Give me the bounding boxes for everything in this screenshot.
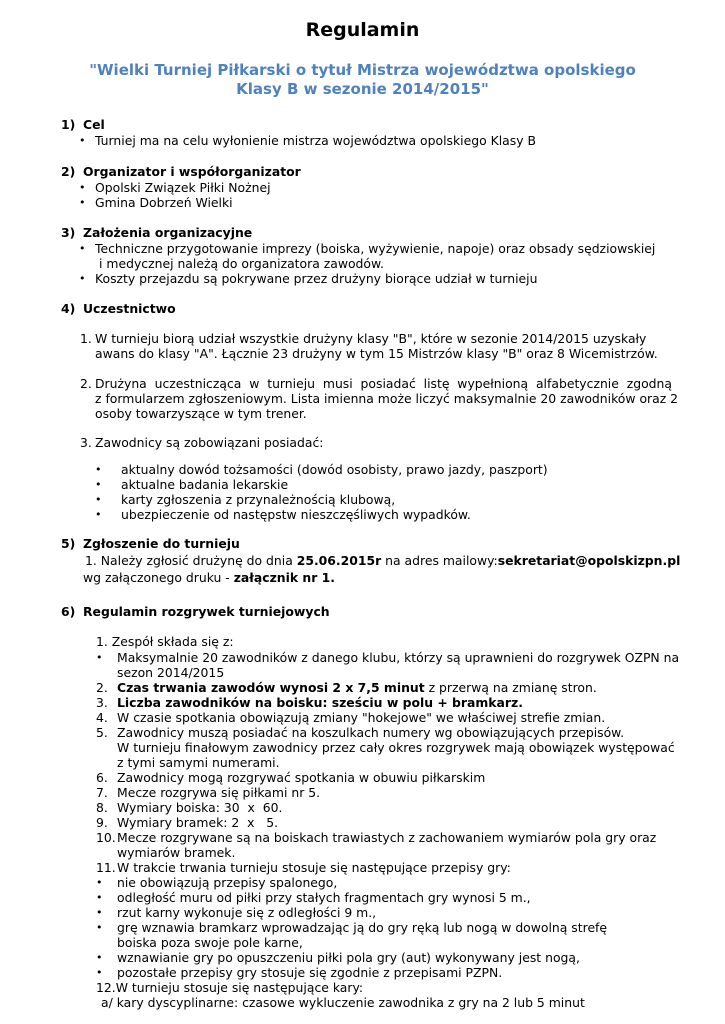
list-item: Koszty przejazdu są pokrywane przez drużyny biorące udział w turnieju bbox=[95, 271, 538, 286]
list-item: aktualne badania lekarskie bbox=[121, 477, 289, 492]
rule-number: 2. bbox=[96, 680, 108, 695]
paragraph-number: 2. bbox=[80, 376, 92, 391]
attachment-reference: załącznik nr 1. bbox=[233, 570, 336, 585]
section-1-heading: Cel bbox=[83, 117, 105, 132]
rule-item: W trakcie trwania turnieju stosuje się następujące przepisy gry: bbox=[117, 860, 511, 875]
paragraph-line: Zawodnicy są zobowiązani posiadać: bbox=[95, 435, 324, 450]
list-item-continuation: i medycznej należą do organizatora zawodów. bbox=[99, 256, 384, 271]
list-item: Techniczne przygotowanie imprezy (boiska, wyżywienie, napoje) oraz obsady sędziowskiej bbox=[95, 241, 656, 256]
rule-number: 3. bbox=[96, 695, 108, 710]
list-item: Opolski Związek Piłki Nożnej bbox=[95, 180, 271, 195]
bullet-icon: • bbox=[96, 876, 103, 889]
bullet-icon: • bbox=[95, 478, 102, 491]
section-6-heading: Regulamin rozgrywek turniejowych bbox=[83, 604, 330, 619]
list-item: odległość muru od piłki przy stałych fragmentach gry wynosi 5 m., bbox=[117, 890, 531, 905]
paragraph-line: awans do klasy "A". Łącznie 23 drużyny w tym 15 Mistrzów klasy "B" oraz 8 Wicemistrzów. bbox=[95, 346, 658, 361]
registration-line-1: 1. Należy zgłosić drużynę do dnia 25.06.2015r na adres mailowy:sekretariat@opolskizpn.pl bbox=[85, 553, 681, 568]
bullet-icon: • bbox=[79, 181, 86, 194]
section-6-number: 6) bbox=[61, 604, 76, 619]
subtitle-line-1: "Wielki Turniej Piłkarski o tytuł Mistrza województwa opolskiego bbox=[89, 61, 636, 79]
list-item: Turniej ma na celu wyłonienie mistrza województwa opolskiego Klasy B bbox=[95, 133, 536, 148]
section-1-number: 1) bbox=[61, 117, 76, 132]
rule-number: 5. bbox=[96, 725, 108, 740]
rule-item: Czas trwania zawodów wynosi 2 x 7,5 minut z przerwą na zmianę stron. bbox=[117, 680, 597, 695]
rule-line: Zawodnicy muszą posiadać na koszulkach numery wg obowiązujących przepisów. bbox=[117, 725, 625, 740]
paragraph-line: W turnieju biorą udział wszystkie drużyny klasy "B", które w sezonie 2014/2015 uzyskały bbox=[95, 331, 647, 346]
rule-number: 8. bbox=[96, 800, 108, 815]
rule-item: Zawodnicy mogą rozgrywać spotkania w obuwiu piłkarskim bbox=[117, 770, 486, 785]
section-4-heading: Uczestnictwo bbox=[83, 301, 176, 316]
list-item: pozostałe przepisy gry stosuje się zgodnie z przepisami PZPN. bbox=[117, 965, 503, 980]
bullet-icon: • bbox=[95, 493, 102, 506]
paragraph-number: 3. bbox=[80, 435, 92, 450]
rule-line: wymiarów bramek. bbox=[117, 845, 236, 860]
section-3-heading: Założenia organizacyjne bbox=[83, 225, 253, 240]
list-item: Gmina Dobrzeń Wielki bbox=[95, 195, 233, 210]
section-2-heading: Organizator i współorganizator bbox=[83, 164, 301, 179]
rule-number: 7. bbox=[96, 785, 108, 800]
rule-item: Wymiary boiska: 30 x 60. bbox=[117, 800, 283, 815]
bullet-icon: • bbox=[95, 508, 102, 521]
bullet-icon: • bbox=[96, 921, 103, 934]
rule-item: 1. Zespół składa się z: bbox=[96, 634, 234, 649]
rule-number: 11. bbox=[96, 860, 116, 875]
paragraph-line: Drużyna uczestnicząca w turnieju musi posiadać listę wypełnioną alfabetycznie zgodną bbox=[95, 376, 672, 391]
bullet-icon: • bbox=[96, 906, 103, 919]
bullet-icon: • bbox=[79, 242, 86, 255]
rule-line: z tymi samymi numerami. bbox=[117, 755, 280, 770]
list-item: karty zgłoszenia z przynależnością klubową, bbox=[121, 492, 396, 507]
rule-item: 12.W turnieju stosuje się następujące kary: bbox=[96, 980, 364, 995]
bullet-icon: • bbox=[96, 951, 103, 964]
paragraph-line: z formularzem zgłoszeniowym. Lista imienna może liczyć maksymalnie 20 zawodników oraz 2 bbox=[95, 391, 679, 406]
deadline-date: 25.06.2015r bbox=[296, 553, 382, 568]
contact-email: sekretariat@opolskizpn.pl bbox=[497, 553, 681, 568]
section-5-heading: Zgłoszenie do turnieju bbox=[83, 536, 240, 551]
bullet-icon: • bbox=[79, 134, 86, 147]
list-item-continuation: boiska poza swoje pole karne, bbox=[117, 935, 303, 950]
bullet-icon: • bbox=[79, 272, 86, 285]
list-item: nie obowiązują przepisy spalonego, bbox=[117, 875, 338, 890]
rule-subitem: a/ kary dyscyplinarne: czasowe wykluczenie zawodnika z gry na 2 lub 5 minut bbox=[101, 995, 585, 1010]
page-title: Regulamin bbox=[305, 19, 420, 41]
rule-line: W turnieju finałowym zawodnicy przez cały okres rozgrywek mają obowiązek występować bbox=[117, 740, 675, 755]
bullet-icon: • bbox=[96, 966, 103, 979]
section-5-number: 5) bbox=[61, 536, 76, 551]
rule-number: 10. bbox=[96, 830, 116, 845]
paragraph-line: osoby towarzyszące w tym trener. bbox=[95, 406, 307, 421]
bullet-icon: • bbox=[96, 651, 103, 664]
subtitle-line-2: Klasy B w sezonie 2014/2015" bbox=[236, 80, 489, 98]
rule-item: W czasie spotkania obowiązują zmiany "hokejowe" we właściwej strefie zmian. bbox=[117, 710, 606, 725]
rule-line: Maksymalnie 20 zawodników z danego klubu, którzy są uprawnieni do rozgrywek OZPN na bbox=[117, 650, 680, 665]
bullet-icon: • bbox=[96, 891, 103, 904]
section-4-number: 4) bbox=[61, 301, 76, 316]
list-item: rzut karny wykonuje się z odległości 9 m., bbox=[117, 905, 377, 920]
bullet-icon: • bbox=[79, 196, 86, 209]
rule-line: Mecze rozgrywane są na boiskach trawiastych z zachowaniem wymiarów pola gry oraz bbox=[117, 830, 657, 845]
rule-number: 9. bbox=[96, 815, 108, 830]
bullet-icon: • bbox=[95, 463, 102, 476]
rule-item: Liczba zawodników na boisku: sześciu w polu + bramkarz. bbox=[117, 695, 523, 710]
list-item: grę wznawia bramkarz wprowadzając ją do gry ręką lub nogą w dowolną strefę bbox=[117, 920, 608, 935]
rule-number: 4. bbox=[96, 710, 108, 725]
rule-number: 6. bbox=[96, 770, 108, 785]
section-3-number: 3) bbox=[61, 225, 76, 240]
rule-item: Mecze rozgrywa się piłkami nr 5. bbox=[117, 785, 321, 800]
section-2-number: 2) bbox=[61, 164, 76, 179]
list-item: ubezpieczenie od następstw nieszczęśliwych wypadków. bbox=[121, 507, 471, 522]
rule-line: sezon 2014/2015 bbox=[117, 665, 225, 680]
paragraph-number: 1. bbox=[80, 331, 92, 346]
registration-line-2: wg załączonego druku - załącznik nr 1. bbox=[83, 570, 336, 585]
list-item: wznawianie gry po opuszczeniu piłki pola gry (aut) wykonywany jest nogą, bbox=[117, 950, 580, 965]
list-item: aktualny dowód tożsamości (dowód osobisty, prawo jazdy, paszport) bbox=[121, 462, 548, 477]
rule-item: Wymiary bramek: 2 x 5. bbox=[117, 815, 279, 830]
